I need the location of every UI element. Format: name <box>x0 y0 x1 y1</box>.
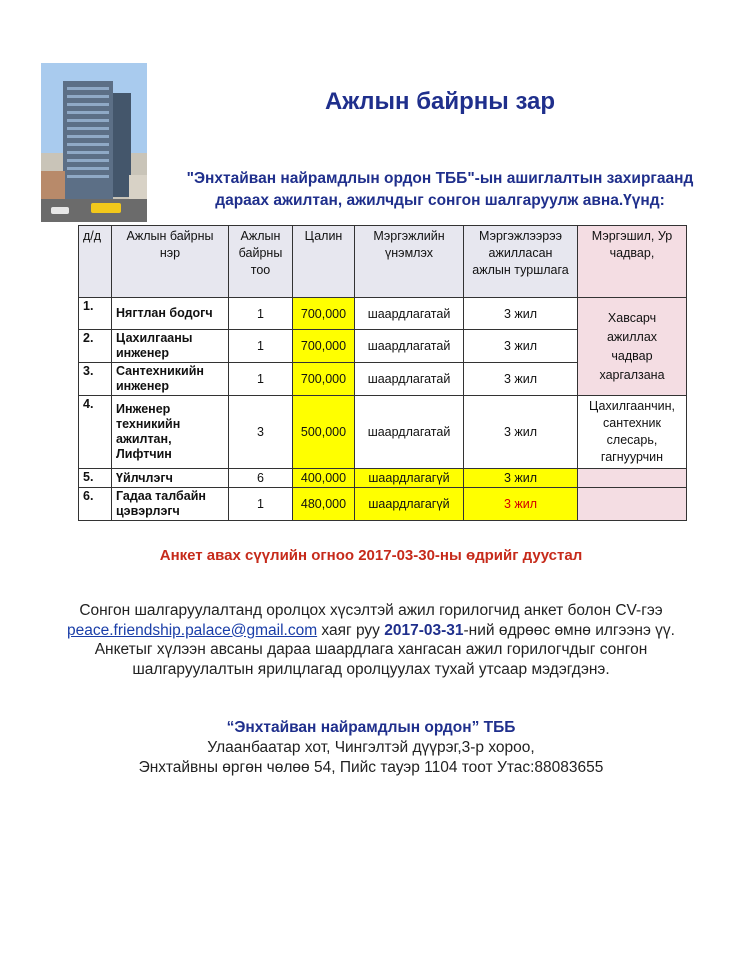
row-position: Инженер техникийн ажилтан, Лифтчин <box>112 396 229 469</box>
application-instructions <box>40 601 702 679</box>
table-row <box>79 298 687 330</box>
row-experience: 3 жил <box>464 488 578 521</box>
row-count: 3 <box>229 396 293 469</box>
row-position: Нягтлан бодогч <box>112 298 229 330</box>
skills-note-1: Хавсарч ажиллах чадвар харгалзана <box>578 298 687 396</box>
row-position: Цахилгааны инженер <box>112 330 229 363</box>
row-certificate: шаардлагатай <box>355 363 464 396</box>
row-salary: 500,000 <box>293 396 355 469</box>
row-salary: 400,000 <box>293 469 355 488</box>
building-photo <box>41 63 147 222</box>
row-position: Үйлчлэгч <box>112 469 229 488</box>
row-position: Сантехникийн инженер <box>112 363 229 396</box>
row-number: 6. <box>79 488 112 521</box>
row-certificate: шаардлагагүй <box>355 469 464 488</box>
skills-empty-cell <box>578 488 687 521</box>
row-certificate: шаардлагагүй <box>355 488 464 521</box>
header-experience: Мэргэжлээрээ ажилласан ажлын туршлага <box>464 226 578 298</box>
row-count: 1 <box>229 363 293 396</box>
row-certificate: шаардлагатай <box>355 396 464 469</box>
instructions-line-4: шалгаруулалтын ярилцлагад оролцуулах тухай утсаар мэдэгдэнэ. <box>132 660 610 678</box>
row-experience: 3 жил <box>464 396 578 469</box>
instructions-text: хаяг руу <box>317 621 385 639</box>
row-count: 1 <box>229 488 293 521</box>
row-number: 3. <box>79 363 112 396</box>
row-number: 1. <box>79 298 112 330</box>
instructions-text: -ний өдрөөс өмнө илгээнэ үү. <box>463 621 675 639</box>
subtitle-line-2: дараах ажилтан, ажилчдыг сонгон шалгаруулж авна.Үүнд: <box>215 192 665 209</box>
row-salary: 480,000 <box>293 488 355 521</box>
row-number: 4. <box>79 396 112 469</box>
email-link[interactable]: peace.friendship.palace@gmail.com <box>67 621 318 639</box>
header-count: Ажлын байрны тоо <box>229 226 293 298</box>
subtitle-line-1: "Энхтайван найрамдлын ордон ТББ"-ын ашиглалтын захиргаанд <box>186 170 694 187</box>
deadline-notice: Анкет авах сүүлийн огноо 2017-03-30-ны өдрийг дуустал <box>159 547 583 564</box>
row-certificate: шаардлагатай <box>355 298 464 330</box>
organization-name: “Энхтайван найрамдлын ордон” ТББ <box>226 719 516 736</box>
contact-footer <box>0 718 742 778</box>
table-row <box>79 396 687 469</box>
header-salary: Цалин <box>293 226 355 298</box>
jobs-table <box>78 225 687 521</box>
table-row <box>79 469 687 488</box>
row-salary: 700,000 <box>293 298 355 330</box>
submission-date: 2017-03-31 <box>384 621 464 639</box>
row-salary: 700,000 <box>293 363 355 396</box>
row-experience: 3 жил <box>464 330 578 363</box>
instructions-line-1: Сонгон шалгаруулалтанд оролцох хүсэлтэй ажил горилогчид анкет болон CV-гээ <box>79 602 663 619</box>
row-salary: 700,000 <box>293 330 355 363</box>
instructions-line-2 <box>40 621 702 641</box>
subtitle <box>150 168 730 212</box>
skills-empty-cell <box>578 469 687 488</box>
header-position: Ажлын байрны нэр <box>112 226 229 298</box>
skills-note-2: Цахилгаанчин, сантехник слесарь, гагнуурчин <box>578 396 687 469</box>
header-certificate: Мэргэжлийн үнэмлэх <box>355 226 464 298</box>
row-count: 6 <box>229 469 293 488</box>
table-header-row <box>79 226 687 298</box>
page-title: Ажлын байрны зар <box>324 88 556 115</box>
address-line-2: Энхтайвны өргөн чөлөө 54, Пийс тауэр 1104 тоот Утас:88083655 <box>138 759 604 776</box>
row-experience: 3 жил <box>464 363 578 396</box>
address-line-1: Улаанбаатар хот, Чингэлтэй дүүрэг,3-р хороо, <box>207 739 535 756</box>
row-experience: 3 жил <box>464 469 578 488</box>
row-number: 2. <box>79 330 112 363</box>
row-experience: 3 жил <box>464 298 578 330</box>
row-count: 1 <box>229 330 293 363</box>
table-row <box>79 488 687 521</box>
instructions-line-3: Анкетыг хүлээн авсаны дараа шаардлага хангасан ажил горилогчдыг сонгон <box>94 641 648 658</box>
header-skills: Мэргэшил, Ур чадвар, <box>578 226 687 298</box>
row-count: 1 <box>229 298 293 330</box>
row-certificate: шаардлагатай <box>355 330 464 363</box>
row-position: Гадаа талбайн цэвэрлэгч <box>112 488 229 521</box>
row-number: 5. <box>79 469 112 488</box>
header-no: д/д <box>79 226 112 298</box>
